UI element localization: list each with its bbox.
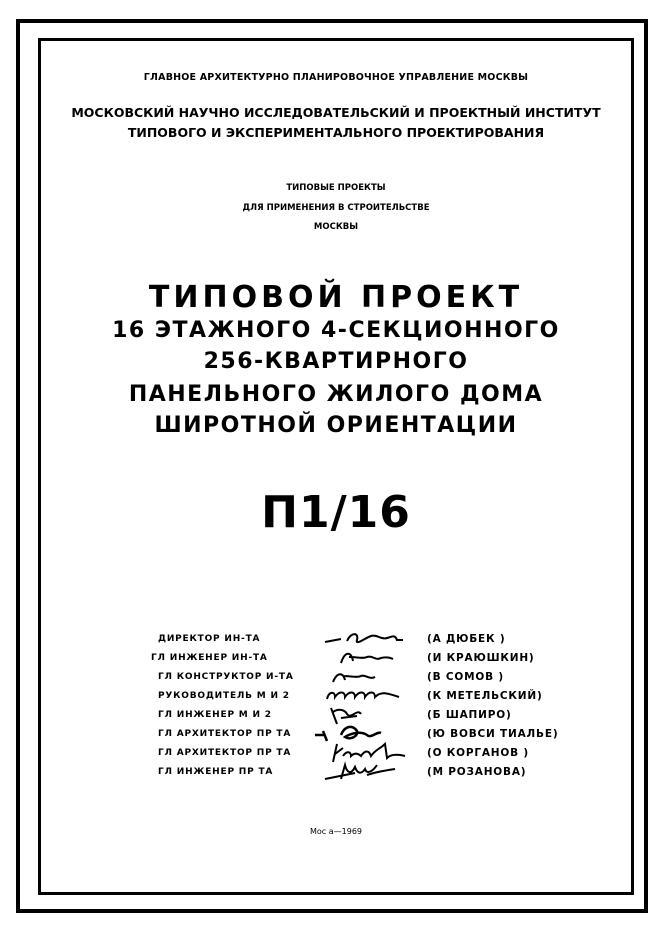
institute-line-2: ТИПОВОГО И ЭКСПЕРИМЕНТАЛЬНОГО ПРОЕКТИРОВАНИЯ bbox=[127, 125, 545, 140]
staff-role: ГЛ ИНЖЕНЕР М И 2 bbox=[158, 710, 272, 720]
title-line-2: 256-КВАРТИРНОГО bbox=[203, 349, 469, 374]
signature-image bbox=[311, 759, 421, 783]
staff-name: (Б ШАПИРО) bbox=[427, 709, 512, 721]
place-year: Мос а—1969 bbox=[310, 827, 362, 836]
title-line-4: ШИРОТНОЙ ОРИЕНТАЦИИ bbox=[154, 413, 518, 438]
staff-name: (М РОЗАНОВА) bbox=[427, 766, 527, 778]
institute-line-1: МОСКОВСКИЙ НАУЧНО ИССЛЕДОВАТЕЛЬСКИЙ И ПРОЕКТНЫЙ ИНСТИТУТ bbox=[71, 105, 601, 120]
series-line-3: МОСКВЫ bbox=[313, 222, 359, 232]
title-line-1: 16 ЭТАЖНОГО 4-СЕКЦИОННОГО bbox=[112, 318, 560, 343]
inner-frame bbox=[38, 38, 634, 895]
organization-line: ГЛАВНОЕ АРХИТЕКТУРНО ПЛАНИРОВОЧНОЕ УПРАВЛЕНИЕ МОСКВЫ bbox=[143, 72, 529, 83]
staff-role: ГЛ ИНЖЕНЕР ПР ТА bbox=[158, 767, 274, 777]
project-code: П1/16 bbox=[261, 487, 411, 538]
series-line-2: ДЛЯ ПРИМЕНЕНИЯ В СТРОИТЕЛЬСТВЕ bbox=[242, 203, 430, 213]
title-line-3: ПАНЕЛЬНОГО ЖИЛОГО ДОМА bbox=[128, 382, 544, 407]
staff-name: (Ю ВОВСИ ТИАЛЬЕ) bbox=[427, 728, 559, 740]
staff-row bbox=[41, 765, 631, 783]
staff-role: ГЛ ИНЖЕНЕР ИН-ТА bbox=[151, 653, 268, 663]
document-title: ТИПОВОЙ ПРОЕКТ bbox=[148, 280, 524, 315]
staff-name: (А ДЮБЕК ) bbox=[427, 633, 506, 645]
staff-role: ДИРЕКТОР ИН-ТА bbox=[158, 634, 261, 644]
staff-role: ГЛ АРХИТЕКТОР ПР ТА bbox=[158, 748, 292, 758]
staff-name: (И КРАЮШКИН) bbox=[427, 652, 535, 664]
staff-role: ГЛ КОНСТРУКТОР И-ТА bbox=[158, 672, 294, 682]
series-line-1: ТИПОВЫЕ ПРОЕКТЫ bbox=[286, 183, 386, 193]
staff-role: ГЛ АРХИТЕКТОР ПР ТА bbox=[158, 729, 292, 739]
staff-role: РУКОВОДИТЕЛЬ М И 2 bbox=[158, 691, 290, 701]
staff-name: (В СОМОВ ) bbox=[427, 671, 504, 683]
staff-name: (О КОРГАНОВ ) bbox=[427, 747, 529, 759]
staff-name: (К МЕТЕЛЬСКИЙ) bbox=[427, 690, 543, 702]
